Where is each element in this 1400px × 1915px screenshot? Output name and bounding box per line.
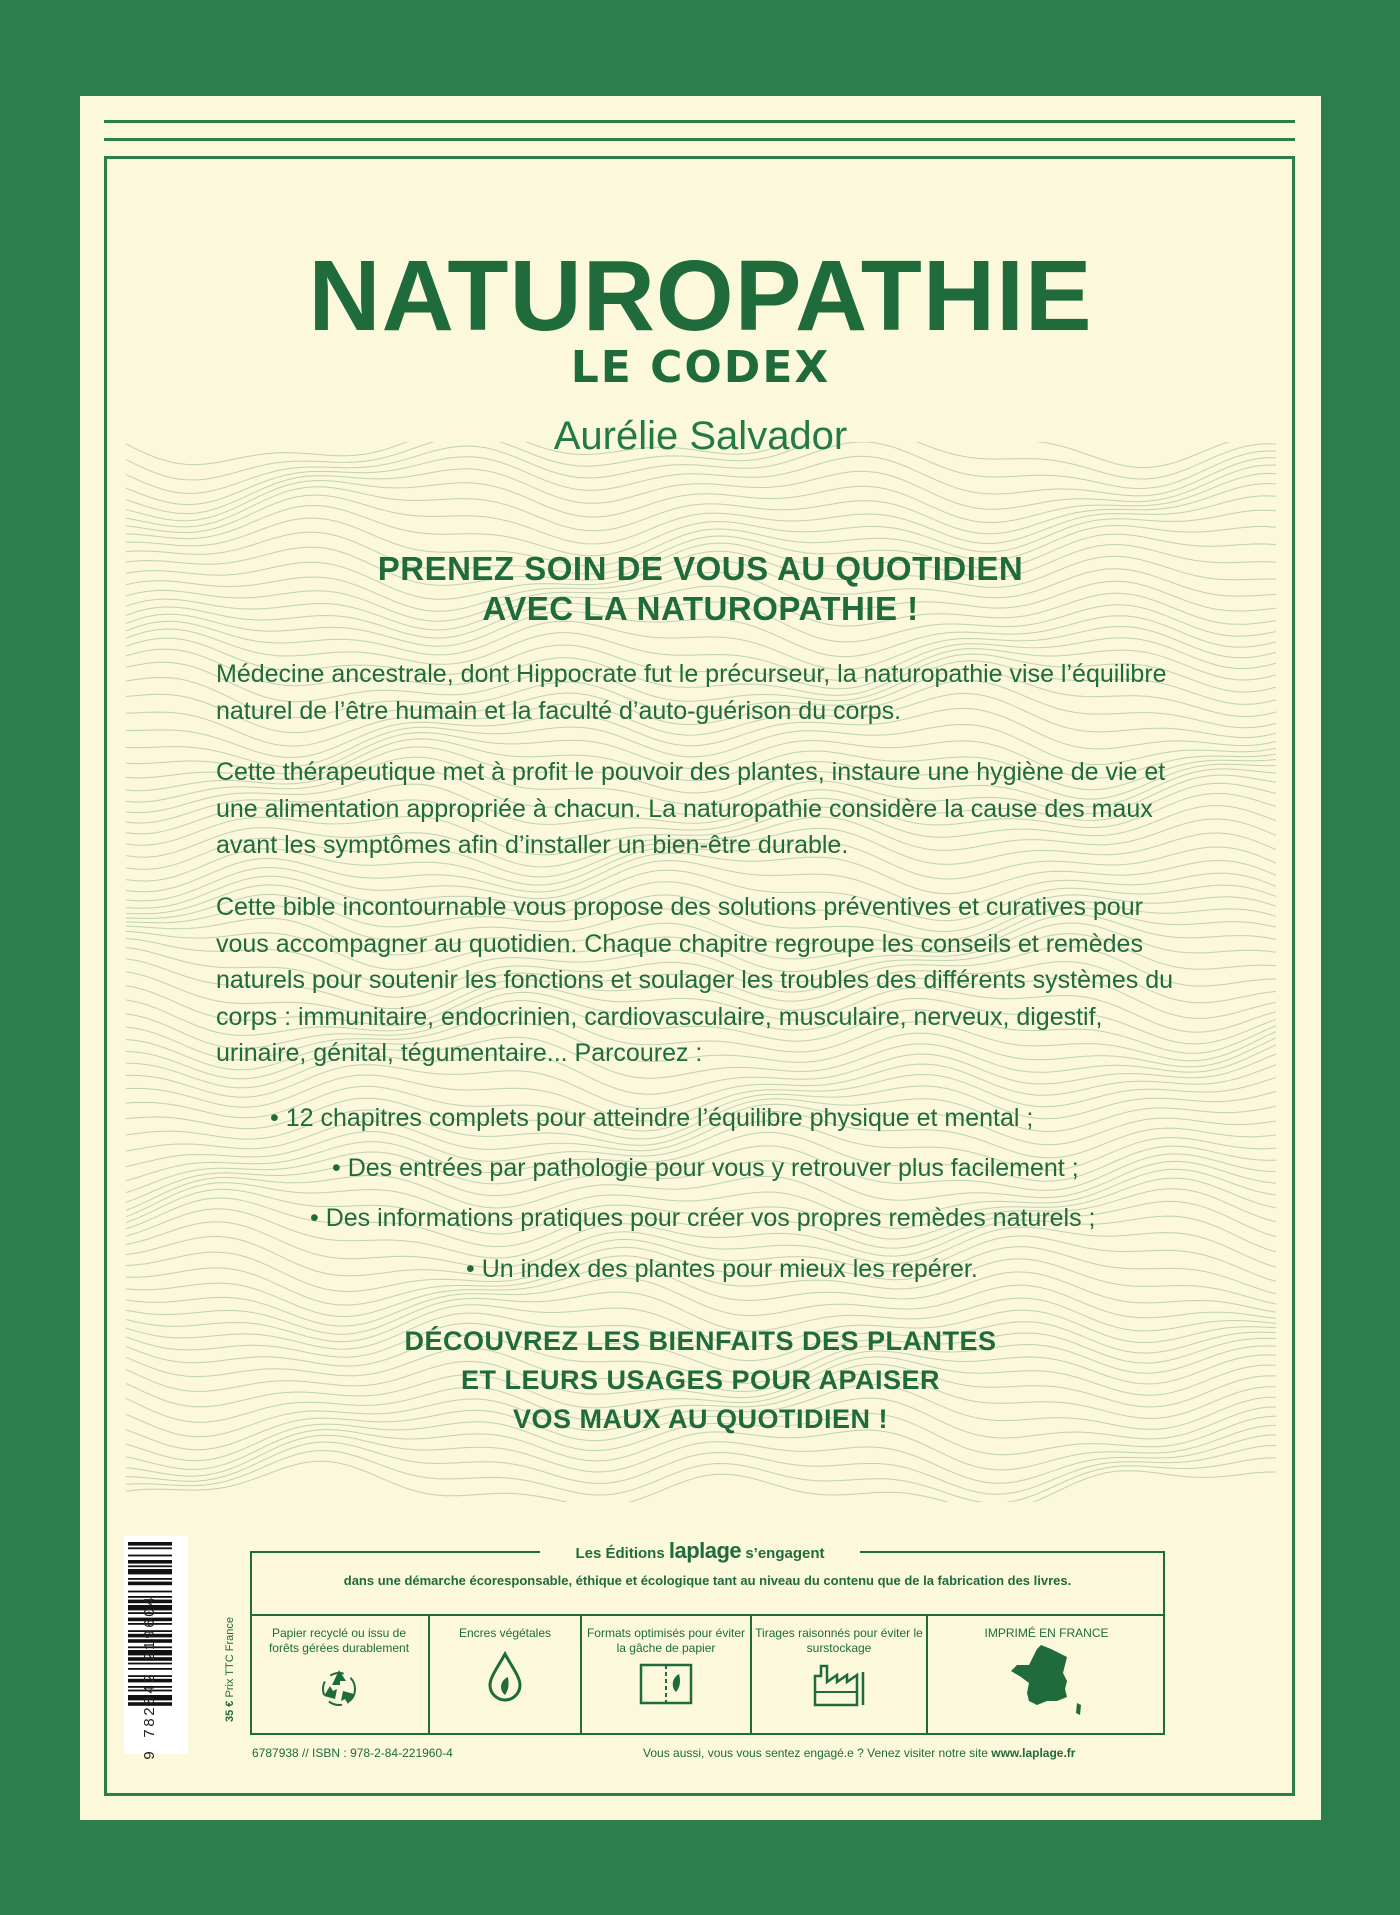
website-link[interactable]: www.laplage.fr (991, 1746, 1076, 1760)
feature-bullet: • Des entrées par pathologie pour vous y retrouver plus facilement ; (332, 1154, 1079, 1182)
description-paragraph: Médecine ancestrale, dont Hippocrate fut le précurseur, la naturopathie vise l’équilibre naturel de l’être humain et la faculté d’auto-guérison du corps. (216, 660, 1167, 725)
wave-line (126, 456, 1276, 504)
price-amount: 35 € (224, 1700, 236, 1722)
engagement-item (926, 1616, 1165, 1735)
paper-format-icon (638, 1662, 694, 1706)
book-title: NATUROPATHIE (308, 240, 1093, 352)
headline (80, 549, 1321, 629)
barcode-digits: 9 782842 219604 (142, 1594, 159, 1760)
publisher-logo: laplage (668, 1538, 742, 1563)
closing-line: ET LEURS USAGES POUR APAISER (460, 1365, 941, 1395)
engagement-title (540, 1540, 860, 1565)
price-text: Prix TTC France (224, 1617, 236, 1698)
book-subtitle: LE CODEX (570, 342, 831, 393)
engagement-item-label: Encres végétales (458, 1626, 552, 1640)
wave-line (126, 473, 1276, 522)
recycle-icon (318, 1666, 360, 1708)
engagement-suffix: s’engagent (745, 1545, 825, 1562)
headline-line: PRENEZ SOIN DE VOUS AU QUOTIDIEN (377, 550, 1024, 587)
headline-line: AVEC LA NATUROPATHIE ! (482, 590, 919, 627)
description-paragraph: Cette bible incontournable vous propose des solutions préventives et curatives pour vous accompagner au quotidien. Chaque chapitre regroupe les conseils et remèdes naturels pour soutenir les fonctions et soulager les troubles des différents systèmes du corps : immunitaire, endocrinien, cardiovasculaire, musculaire, nerveux, digestif, urinaire, génital, tégumentaire... Parcourez : (216, 893, 1174, 1067)
description-paragraph: Cette thérapeutique met à profit le pouvoir des plantes, instaure une hygiène de vie et une alimentation appropriée à chacun. La naturopathie considère la cause des maux avant les symptômes afin d’installer un bien-être durable. (216, 758, 1166, 859)
ink-drop-icon (484, 1651, 526, 1703)
top-border-line (104, 138, 1295, 141)
engagement-item-label: Tirages raisonnés pour éviter le surstockage (755, 1626, 923, 1655)
wave-line (126, 1461, 1276, 1502)
top-border-line (104, 120, 1295, 123)
feature-bullet: • Des informations pratiques pour créer vos propres remèdes naturels ; (310, 1204, 1096, 1232)
factory-icon (811, 1662, 867, 1708)
engagement-item (580, 1616, 750, 1735)
wave-line (126, 1435, 1276, 1484)
visit-label: Vous aussi, vous vous sentez engagé.e ? Venez visiter notre site (643, 1746, 988, 1760)
engagement-item-label: Papier recyclé ou issu de forêts gérées durablement (268, 1626, 410, 1655)
engagement-prefix: Les Éditions (575, 1545, 665, 1562)
visit-website-text (643, 1746, 1075, 1760)
engagement-subtitle: dans une démarche écoresponsable, éthique et écologique tant au niveau du contenu que de la fabrication des livres. (343, 1573, 1072, 1588)
engagement-item-label: IMPRIMÉ EN FRANCE (984, 1626, 1109, 1640)
closing-line: VOS MAUX AU QUOTIDIEN ! (512, 1404, 888, 1434)
feature-bullet: • 12 chapitres complets pour atteindre l’équilibre physique et mental ; (270, 1104, 1034, 1132)
engagement-item-label: Formats optimisés pour éviter la gâche de papier (586, 1626, 746, 1655)
engagement-item (750, 1616, 926, 1735)
price-label (224, 1582, 236, 1722)
isbn-text: 6787938 // ISBN : 978-2-84-221960-4 (252, 1746, 453, 1760)
closing-statement (80, 1322, 1321, 1439)
engagement-item (428, 1616, 580, 1735)
closing-line: DÉCOUVREZ LES BIENFAITS DES PLANTES (404, 1326, 997, 1356)
france-map-icon (1007, 1643, 1087, 1719)
book-back-cover (80, 96, 1321, 1820)
engagement-item (250, 1616, 428, 1735)
feature-bullet: • Un index des plantes pour mieux les repérer. (466, 1255, 978, 1283)
author-name: Aurélie Salvador (553, 414, 848, 458)
